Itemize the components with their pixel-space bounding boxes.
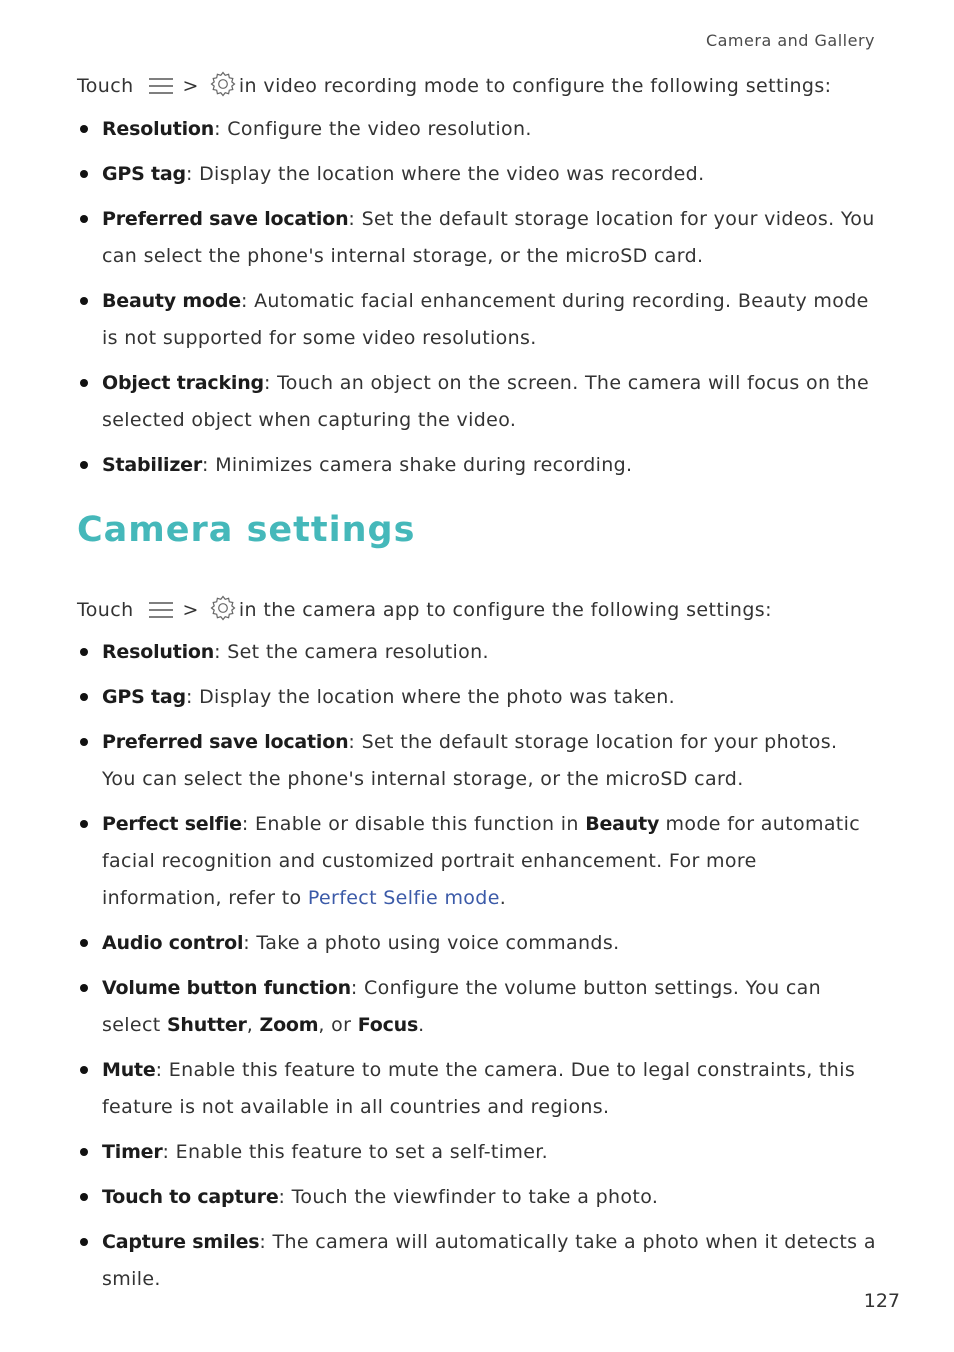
camera-settings-intro — [77, 596, 772, 624]
list-item: Object tracking: Touch an object on the screen. The camera will focus on the selected object when capturing the video. — [77, 365, 877, 439]
list-item: Preferred save location: Set the default storage location for your photos. You can select the phone's internal storage, or the microSD card. — [77, 724, 877, 798]
menu-icon — [148, 76, 174, 96]
list-item: Beauty mode: Automatic facial enhancement during recording. Beauty mode is not supported for some video resolutions. — [77, 283, 877, 357]
intro-touch-text: Touch — [77, 75, 134, 97]
section-title: Camera settings — [77, 510, 416, 550]
intro-touch-text: Touch — [77, 599, 134, 621]
list-item: Touch to capture: Touch the viewfinder to take a photo. — [77, 1179, 877, 1216]
list-item: GPS tag: Display the location where the photo was taken. — [77, 679, 877, 716]
intro-rest-text: in video recording mode to configure the following settings: — [238, 75, 832, 97]
list-item: Stabilizer: Minimizes camera shake during recording. — [77, 447, 877, 484]
list-item: Audio control: Take a photo using voice commands. — [77, 925, 877, 962]
list-item: GPS tag: Display the location where the video was recorded. — [77, 156, 877, 193]
gear-icon — [209, 70, 237, 98]
intro-gt: > — [182, 75, 199, 97]
camera-settings-list — [77, 634, 877, 1306]
page-number: 127 — [863, 1290, 900, 1312]
video-settings-list — [77, 111, 877, 492]
list-item: Resolution: Configure the video resolution. — [77, 111, 877, 148]
intro-rest-text: in the camera app to configure the following settings: — [238, 599, 772, 621]
running-header: Camera and Gallery — [705, 31, 875, 50]
intro-gt: > — [182, 599, 199, 621]
list-item: Perfect selfie: Enable or disable this function in Beauty mode for automatic facial recognition and customized portrait enhancement. For more information, refer to Perfect Selfie mode. — [77, 806, 877, 917]
list-item: Timer: Enable this feature to set a self-timer. — [77, 1134, 877, 1171]
list-item: Capture smiles: The camera will automatically take a photo when it detects a smile. — [77, 1224, 877, 1298]
list-item: Resolution: Set the camera resolution. — [77, 634, 877, 671]
video-settings-intro — [77, 72, 831, 100]
perfect-selfie-link[interactable]: Perfect Selfie mode — [307, 887, 500, 909]
gear-icon — [209, 594, 237, 622]
list-item: Preferred save location: Set the default storage location for your videos. You can select the phone's internal storage, or the microSD card. — [77, 201, 877, 275]
list-item: Volume button function: Configure the volume button settings. You can select Shutter, Zoom, or Focus. — [77, 970, 877, 1044]
menu-icon — [148, 600, 174, 620]
list-item: Mute: Enable this feature to mute the camera. Due to legal constraints, this feature is not available in all countries and regions. — [77, 1052, 877, 1126]
